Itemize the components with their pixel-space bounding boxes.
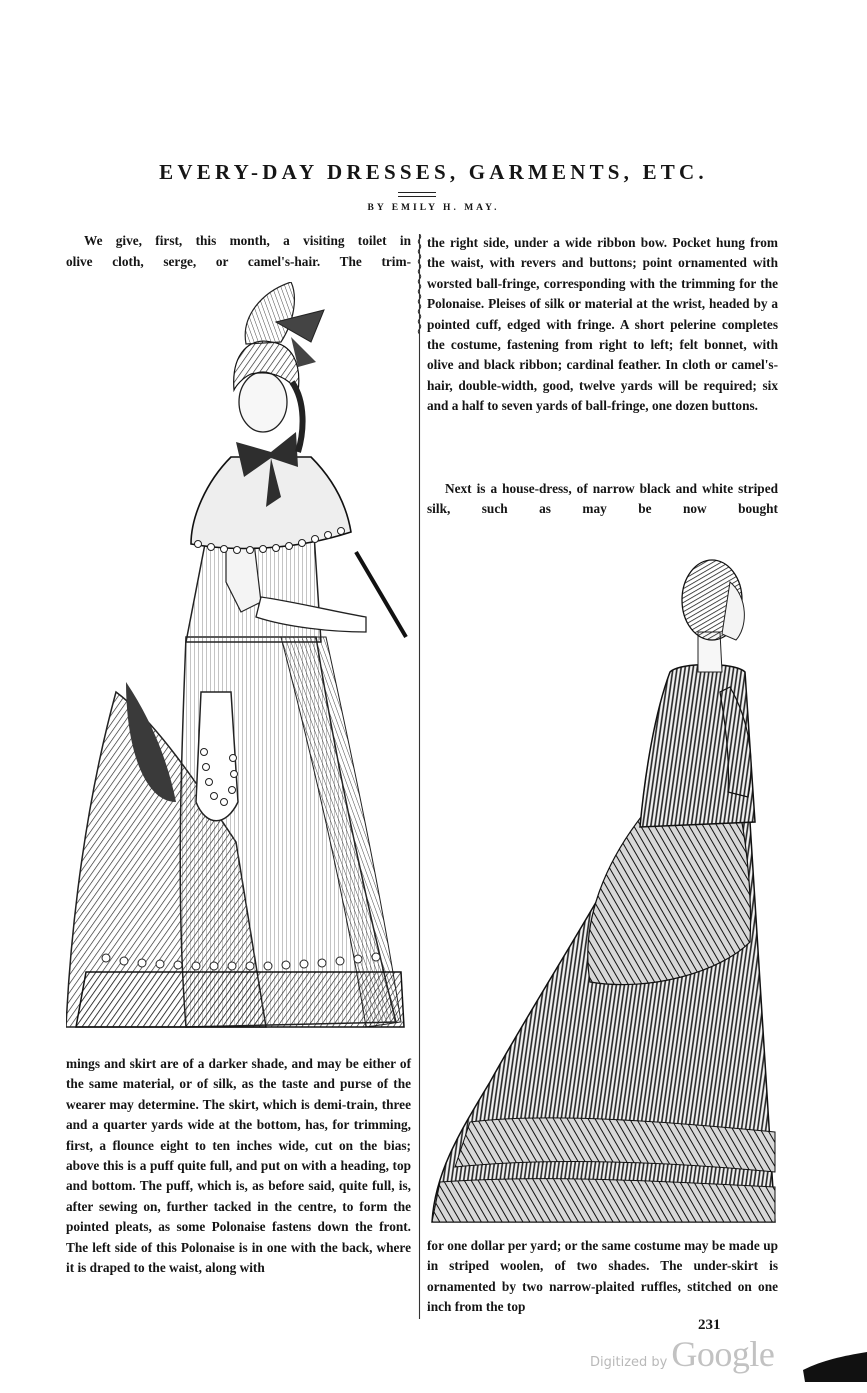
title-rule (398, 196, 436, 197)
digitized-label: Digitized by (590, 1355, 668, 1370)
title-rule (398, 192, 436, 193)
left-text-line: We give, first, this month, a visiting toilet in (84, 233, 411, 248)
house-dress-illustration (430, 522, 780, 1230)
visiting-toilet-illustration (66, 282, 411, 1040)
left-text-line: olive cloth, serge, or camel's-hair. The trim- (66, 254, 411, 269)
article-byline: BY EMILY H. MAY. (367, 203, 500, 213)
right-paragraph-1: the right side, under a wide ribbon bow. Pocket hung from the waist, with revers and buttons; point ornamented with worsted ball-fringe, corresponding with the trimming for the Polonaise. Pleises of silk or material at the wrist, headed by a pointed cuff, edged with fringe. A short pelerine completes the costume, fastening from right to left; felt bonnet, with olive and black ribbon; cardinal feather. In cloth or camel's-hair, double-width, good, twelve yards will be required; six and a half to seven yards of ball-fringe, one dozen buttons. (427, 235, 778, 414)
google-logo: Google (671, 1334, 775, 1374)
article-title: EVERY-DAY DRESSES, GARMENTS, ETC. (159, 160, 708, 184)
digitized-watermark (590, 1333, 774, 1375)
left-bottom-paragraph: mings and skirt are of a darker shade, and may be either of the same material, or of silk, as the taste and purse of the wearer may determine. The skirt, which is demi-train, three and a quarter yards wide at the bottom, has, for trimming, first, a flounce eight to ten inches wide, cut on the bias; above this is a puff quite full, and put on with a heading, top and bottom. The puff, which is, as before said, quite full, is, after sewing on, further tacked in the centre, to form the pointed pleats, as some Polonaise fastens down the front. The left side of this Polonaise is in one with the back, where it is draped to the waist, along with (66, 1056, 411, 1276)
column-divider (417, 234, 422, 1319)
right-paragraph-2: Next is a house-dress, of narrow black and white striped silk, such as may be now bought (427, 481, 778, 517)
page-number: 231 (698, 1317, 721, 1333)
page-corner-mark (803, 1352, 867, 1382)
right-bottom-paragraph: for one dollar per yard; or the same costume may be made up in striped woolen, of two shades. The under-skirt is ornamented by two narrow-plaited ruffles, stitched on one inch from the top (427, 1238, 778, 1315)
